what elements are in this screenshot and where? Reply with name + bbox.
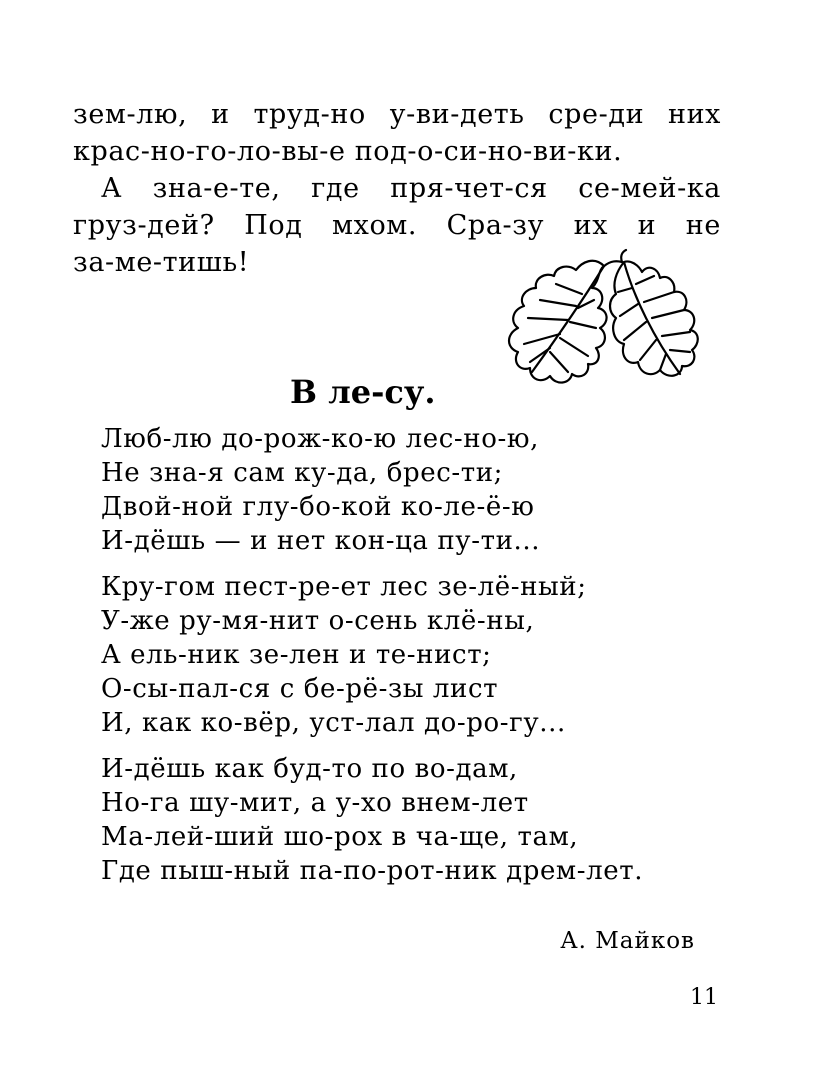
poem-stanza xyxy=(101,752,643,888)
poem-line: О-сы-пал-ся с бе-рё-зы лист xyxy=(101,674,499,704)
poem-line: Не зна-я сам ку-да, брес-ти; xyxy=(101,458,504,488)
prose-line: крас-но-го-ло-вы-е под-о-си-но-ви-ки. xyxy=(73,136,623,167)
prose-line: А зна-е-те, где пря-чет-ся се-мей-ка xyxy=(101,173,721,204)
prose-line: груз-дей? Под мхом. Сра-зу их и не xyxy=(73,210,721,241)
poem-title: В ле-су. xyxy=(290,373,436,411)
poem-line: И, как ко-вёр, уст-лал до-ро-гу... xyxy=(101,708,566,738)
oak-leaves-icon xyxy=(484,248,704,408)
poem-line: Кру-гом пест-ре-ет лес зе-лё-ный; xyxy=(101,572,587,602)
poem-line: Где пыш-ный па-по-рот-ник дрем-лет. xyxy=(101,856,644,886)
page-number: 11 xyxy=(690,985,718,1010)
poem-line: И-дёшь — и нет кон-ца пу-ти... xyxy=(101,526,541,556)
prose-line: за-ме-тишь! xyxy=(73,247,250,278)
poem-line: Но-га шу-мит, а у-хо внем-лет xyxy=(101,788,529,818)
poem-line: У-же ру-мя-нит о-сень клё-ны, xyxy=(101,606,535,636)
poem-line: А ель-ник зе-лен и те-нист; xyxy=(101,640,492,670)
poem-line: И-дёшь как буд-то по во-дам, xyxy=(101,754,518,784)
poem-stanza xyxy=(101,422,643,558)
poem-stanza xyxy=(101,570,643,740)
poem-author: А. Майков xyxy=(560,928,695,954)
poem-line: Ма-лей-ший шо-рох в ча-ще, там, xyxy=(101,822,579,852)
poem-line: Двой-ной глу-бо-кой ко-ле-ё-ю xyxy=(101,492,535,522)
poem-line: Люб-лю до-рож-ко-ю лес-но-ю, xyxy=(101,424,539,454)
poem-body xyxy=(101,422,643,900)
prose-line: зем-лю, и труд-но у-ви-деть сре-ди них xyxy=(73,99,721,130)
